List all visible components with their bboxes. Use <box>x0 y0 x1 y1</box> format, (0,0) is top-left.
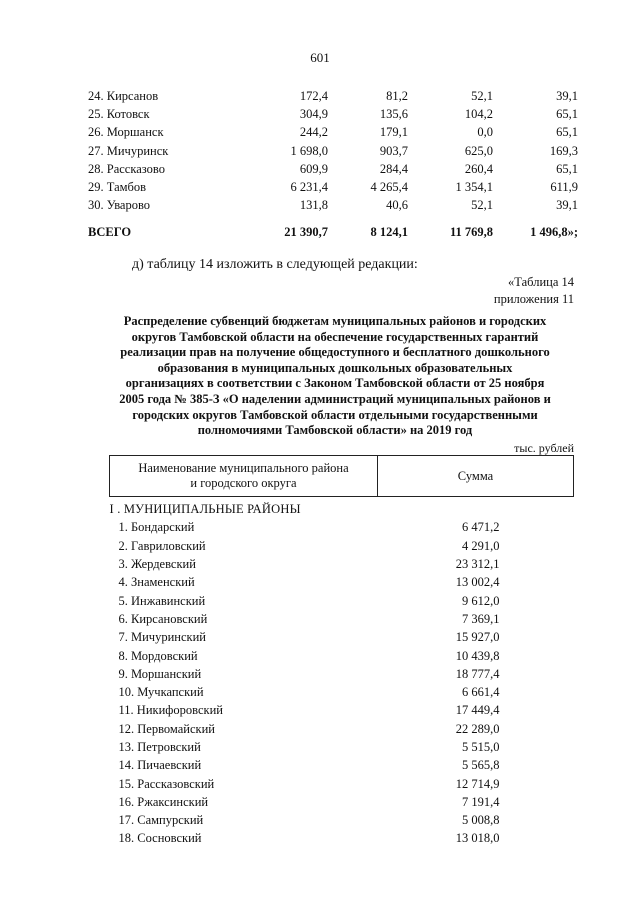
subvention-table <box>109 455 574 848</box>
table-row <box>110 573 574 591</box>
table-row <box>110 518 574 536</box>
district-value: 23 312,1 <box>455 557 500 572</box>
table-row <box>110 555 574 573</box>
district-value: 12 714,9 <box>455 776 500 791</box>
district-value: 5 515,0 <box>462 740 500 754</box>
page-number: 601 <box>310 50 330 65</box>
table-row <box>110 720 574 738</box>
district-value: 18 777,4 <box>455 666 500 681</box>
column-header-sum: Сумма <box>378 456 574 497</box>
row-value: 6 231,4 <box>290 180 328 195</box>
district-value: 6 661,4 <box>462 685 500 700</box>
row-name: ВСЕГО <box>88 225 132 240</box>
district-name: 3. Жердевский <box>118 557 196 572</box>
heading-line: полномочиями Тамбовской области» на 2019 год <box>197 423 473 438</box>
row-value: 131,8 <box>299 198 328 213</box>
district-name: 1. Бондарский <box>118 520 195 535</box>
table-row <box>88 87 578 105</box>
heading-line: образования в муниципальных дошкольных образовательных <box>157 360 513 375</box>
row-value: 4 265,4 <box>370 180 408 195</box>
table-ref-line2: приложения 11 <box>493 292 574 306</box>
district-name: 15. Рассказовский <box>118 776 215 791</box>
table-row <box>110 628 574 646</box>
row-value: 1 354,1 <box>455 180 493 195</box>
district-value: 6 471,2 <box>462 520 500 535</box>
row-value: 0,0 <box>477 125 493 140</box>
district-value: 5 008,8 <box>462 813 500 828</box>
table-row <box>110 591 574 609</box>
row-name: 26. Моршанск <box>88 125 164 140</box>
table-ref-line1: «Таблица 14 <box>508 275 574 289</box>
district-name: 8. Мордовский <box>118 648 198 663</box>
district-value: 5 565,8 <box>462 758 500 773</box>
row-value: 172,4 <box>299 89 328 104</box>
district-value: 17 449,4 <box>455 703 500 718</box>
row-value: 81,2 <box>386 89 408 104</box>
row-value: 65,1 <box>556 107 578 122</box>
row-name: 30. Уварово <box>88 198 151 213</box>
district-value: 9 612,0 <box>462 593 500 608</box>
table-row <box>110 793 574 811</box>
row-value: 104,2 <box>464 107 493 122</box>
table-row <box>110 756 574 774</box>
row-value: 52,1 <box>471 89 493 104</box>
district-name: 13. Петровский <box>118 740 201 754</box>
table-row <box>110 811 574 829</box>
row-value: 169,3 <box>549 143 578 158</box>
column-header-name-line1: Наименование муниципального района <box>138 461 349 475</box>
district-name: 2. Гавриловский <box>118 538 206 553</box>
row-value: 244,2 <box>299 125 328 140</box>
row-value: 8 124,1 <box>370 225 408 240</box>
district-name: 11. Никифоровский <box>118 703 223 718</box>
table-row <box>88 196 578 214</box>
row-value: 65,1 <box>556 125 578 140</box>
district-value: 7 191,4 <box>462 794 500 809</box>
row-value: 39,1 <box>556 89 578 104</box>
row-value: 65,1 <box>556 161 578 176</box>
district-name: 14. Пичаевский <box>118 758 202 773</box>
column-header-name-line2: и городского округа <box>190 476 297 490</box>
table-row <box>88 123 578 141</box>
district-name: 18. Сосновский <box>118 831 202 846</box>
table-row <box>110 683 574 701</box>
row-value: 903,7 <box>379 143 408 158</box>
district-name: 9. Моршанский <box>118 666 202 681</box>
heading-line: реализации прав на получение общедоступного и бесплатного дошкольного <box>120 345 550 360</box>
heading-line: городских округов Тамбовской области отдельными государственными <box>132 407 538 422</box>
heading-line: округов Тамбовской области на обеспечение государственных гарантий <box>131 329 539 344</box>
table-row <box>110 738 574 756</box>
column-header-name <box>110 456 378 497</box>
table-row <box>110 774 574 792</box>
row-value: 260,4 <box>464 161 493 176</box>
table-row <box>110 701 574 719</box>
table-row <box>110 646 574 664</box>
row-value: 21 390,7 <box>284 225 328 240</box>
table-row <box>88 178 578 196</box>
district-name: 10. Мучкапский <box>118 685 204 700</box>
district-value: 4 291,0 <box>462 538 500 553</box>
table-reference <box>494 274 574 308</box>
district-value: 22 289,0 <box>455 721 500 736</box>
district-value: 13 002,4 <box>455 575 500 590</box>
district-name: 16. Ржаксинский <box>118 794 209 809</box>
table-row <box>110 610 574 628</box>
previous-table-continuation <box>88 87 578 242</box>
table-row <box>88 142 578 160</box>
row-value: 52,1 <box>471 198 493 213</box>
district-value: 15 927,0 <box>455 630 500 645</box>
row-value: 284,4 <box>379 161 408 176</box>
section-row <box>110 497 574 519</box>
heading-line: 2005 года № 385-З «О наделении администраций муниципальных районов и <box>119 391 551 406</box>
section-title: I . МУНИЦИПАЛЬНЫЕ РАЙОНЫ <box>109 502 301 517</box>
units-label: тыс. рублей <box>514 441 574 455</box>
row-value: 611,9 <box>550 180 578 195</box>
heading-line: Распределение субвенций бюджетам муниципальных районов и городских <box>123 314 547 328</box>
row-value: 39,1 <box>556 198 578 213</box>
table-heading <box>100 314 570 439</box>
row-value: 179,1 <box>379 125 408 140</box>
row-value: 625,0 <box>464 143 493 158</box>
row-value: 304,9 <box>299 107 328 122</box>
district-name: 4. Знаменский <box>118 575 195 590</box>
district-name: 12. Первомайский <box>118 721 215 736</box>
table-row <box>88 160 578 178</box>
district-value: 7 369,1 <box>462 611 500 626</box>
row-name: 28. Рассказово <box>88 161 165 176</box>
heading-line: организациях в соответствии с Законом Тамбовской области от 25 ноября <box>125 376 545 391</box>
district-name: 6. Кирсановский <box>118 611 208 626</box>
row-name: 29. Тамбов <box>88 180 147 195</box>
district-name: 17. Сампурский <box>118 813 204 828</box>
district-name: 5. Инжавинский <box>118 593 206 608</box>
table-row <box>110 537 574 555</box>
table-row <box>110 829 574 847</box>
row-name: 25. Котовск <box>88 107 150 122</box>
row-value: 609,9 <box>299 161 328 176</box>
district-value: 10 439,8 <box>455 648 500 663</box>
row-value: 1 698,0 <box>290 143 328 158</box>
district-value: 13 018,0 <box>455 831 500 846</box>
row-value: 11 769,8 <box>449 225 493 240</box>
district-name: 7. Мичуринский <box>118 630 206 645</box>
table-row <box>110 665 574 683</box>
instruction-text: д) таблицу 14 изложить в следующей редакции: <box>132 257 418 272</box>
row-value: 135,6 <box>379 107 408 122</box>
table-row <box>88 105 578 123</box>
row-name: 27. Мичуринск <box>88 143 169 158</box>
row-value: 40,6 <box>386 198 408 213</box>
total-row <box>88 214 578 241</box>
row-name: 24. Кирсанов <box>88 89 159 104</box>
row-value: 1 496,8»; <box>530 225 578 240</box>
